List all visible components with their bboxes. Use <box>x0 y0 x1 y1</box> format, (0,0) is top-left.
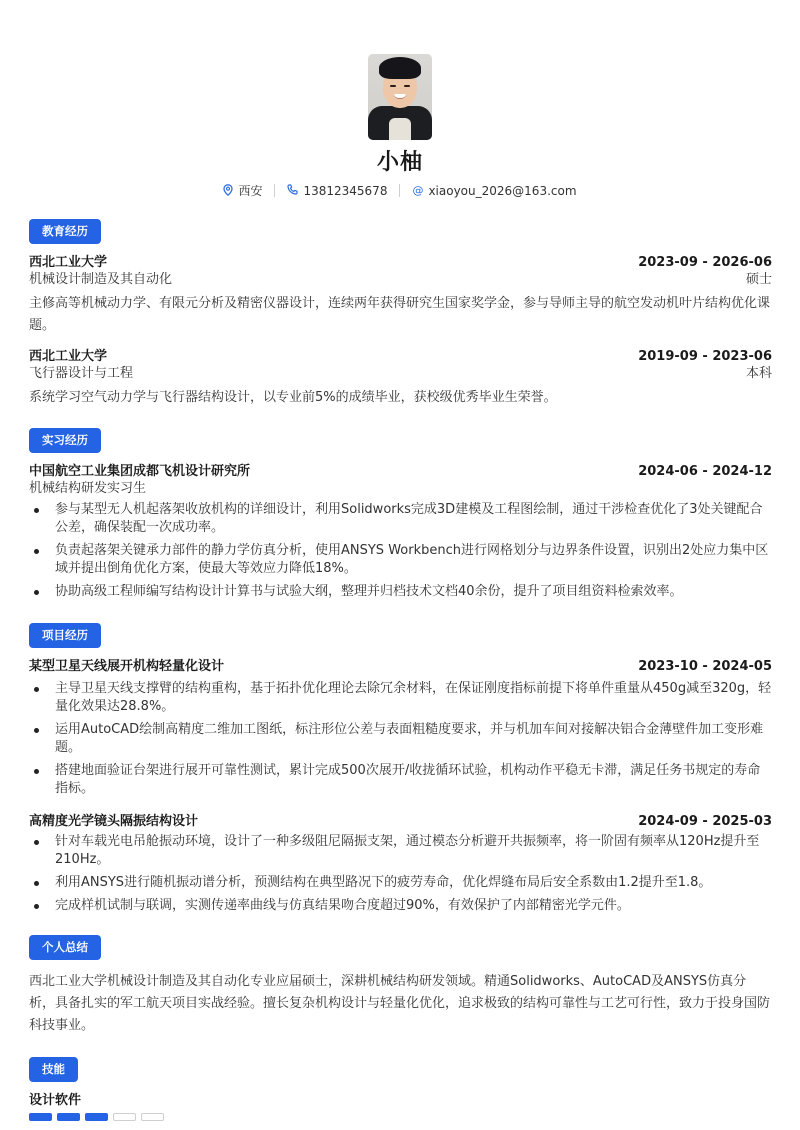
section-tag-summary: 个人总结 <box>29 935 101 960</box>
contact-location <box>223 182 262 199</box>
bullet-item: 搭建地面验证台架进行展开可靠性测试，累计完成500次展开/收拢循环试验，机构动作平稳无卡滞，满足任务书规定的寿命指标。 <box>29 762 772 798</box>
bullet-item: 主导卫星天线支撑臂的结构重构，基于拓扑优化理论去除冗余材料，在保证刚度指标前提下将单件重量从450g减至320g，轻量化效果达28.8%。 <box>29 680 772 716</box>
degree: 硕士 <box>745 272 772 287</box>
major: 机械设计制造及其自动化 <box>29 272 173 287</box>
education-entry-header <box>29 254 772 271</box>
section-tag-skills: 技能 <box>29 1057 78 1082</box>
project-name: 高精度光学镜头隔振结构设计 <box>29 814 199 829</box>
section-tag-projects: 项目经历 <box>29 623 101 648</box>
email-text: xiaoyou_2026@163.com <box>428 183 577 198</box>
section-tag-education: 教育经历 <box>29 219 101 244</box>
project-bullets <box>29 680 772 803</box>
skill-level-segment-filled <box>57 1113 80 1121</box>
phone-icon <box>287 184 298 197</box>
location-icon <box>223 184 233 198</box>
resume-header <box>0 54 800 199</box>
major: 飞行器设计与工程 <box>29 366 134 381</box>
profile-photo <box>368 54 432 140</box>
project-entry-header <box>29 658 772 675</box>
skill-level-segment-empty <box>141 1113 164 1121</box>
skill-level-segment-empty <box>113 1113 136 1121</box>
bullet-item: 运用AutoCAD绘制高精度二维加工图纸，标注形位公差与表面粗糙度要求，并与机加车间对接解决铝合金薄壁件加工变形难题。 <box>29 721 772 757</box>
internship-role <box>29 480 772 497</box>
project-date: 2023-10 - 2024-05 <box>638 659 772 674</box>
contact-phone <box>287 184 387 198</box>
education-date: 2019-09 - 2023-06 <box>638 349 772 364</box>
bullet-item: 参与某型无人机起落架收放机构的详细设计，利用Solidworks完成3D建模及工程图绘制，通过干涉检查优化了3处关键配合公差，确保装配一次成功率。 <box>29 501 772 537</box>
bullet-item: 利用ANSYS进行随机振动谱分析，预测结构在典型路况下的疲劳寿命，优化焊缝布局后安全系数由1.2提升至1.8。 <box>29 874 772 892</box>
contact-email <box>412 184 576 198</box>
education-date: 2023-09 - 2026-06 <box>638 255 772 270</box>
bullet-item: 针对车载光电吊舱振动环境，设计了一种多级阻尼隔振支架，通过模态分析避开共振频率，将一阶固有频率从120Hz提升至210Hz。 <box>29 833 772 869</box>
project-name: 某型卫星天线展开机构轻量化设计 <box>29 659 225 674</box>
school-name: 西北工业大学 <box>29 349 108 364</box>
education-entry-sub <box>29 271 772 288</box>
phone-text: 13812345678 <box>303 183 388 198</box>
project-date: 2024-09 - 2025-03 <box>638 814 772 829</box>
company-name: 中国航空工业集团成都飞机设计研究所 <box>29 464 251 479</box>
contact-divider <box>399 184 400 197</box>
candidate-name: 小柚 <box>376 150 423 175</box>
education-description: 系统学习空气动力学与飞行器结构设计，以专业前5%的成绩毕业，获校级优秀毕业生荣誉。 <box>29 390 557 405</box>
degree: 本科 <box>745 366 772 381</box>
education-entry-sub <box>29 365 772 382</box>
email-icon: @ <box>412 184 424 197</box>
skill-level-bar <box>29 1113 164 1121</box>
location-text: 西安 <box>238 184 263 198</box>
role: 机械结构研发实习生 <box>29 481 147 496</box>
bullet-item: 负责起落架关键承力部件的静力学仿真分析，使用ANSYS Workbench进行网格划分与边界条件设置，识别出2处应力集中区域并提出倒角优化方案，使最大等效应力降低18%。 <box>29 542 772 578</box>
education-entry-header <box>29 348 772 365</box>
internship-entry-header <box>29 463 772 480</box>
skill-level-segment-filled <box>85 1113 108 1121</box>
contact-info <box>0 182 800 199</box>
internship-bullets <box>29 501 772 606</box>
education-description: 主修高等机械动力学、有限元分析及精密仪器设计，连续两年获得研究生国家奖学金，参与导师主导的航空发动机叶片结构优化课题。 <box>29 296 771 333</box>
project-entry-header <box>29 813 772 830</box>
skill-name: 设计软件 <box>29 1093 82 1108</box>
skill-level-segment-filled <box>29 1113 52 1121</box>
summary-text: 西北工业大学机械设计制造及其自动化专业应届硕士，深耕机械结构研发领域。精通Solidworks、AutoCAD及ANSYS仿真分析，具备扎实的军工航天项目实战经验。擅长复杂机构设计与轻量化优化，追求极致的结构可靠性与工艺可行性，致力于投身国防科技事业。 <box>29 974 771 1033</box>
section-tag-internship: 实习经历 <box>29 428 101 453</box>
internship-date: 2024-06 - 2024-12 <box>638 464 772 479</box>
school-name: 西北工业大学 <box>29 255 108 270</box>
bullet-item: 完成样机试制与联调，实测传递率曲线与仿真结果吻合度超过90%，有效保护了内部精密光学元件。 <box>29 897 772 915</box>
contact-divider <box>274 184 275 197</box>
project-bullets <box>29 833 772 920</box>
bullet-item: 协助高级工程师编写结构设计计算书与试验大纲，整理并归档技术文档40余份，提升了项目组资料检索效率。 <box>29 583 772 601</box>
